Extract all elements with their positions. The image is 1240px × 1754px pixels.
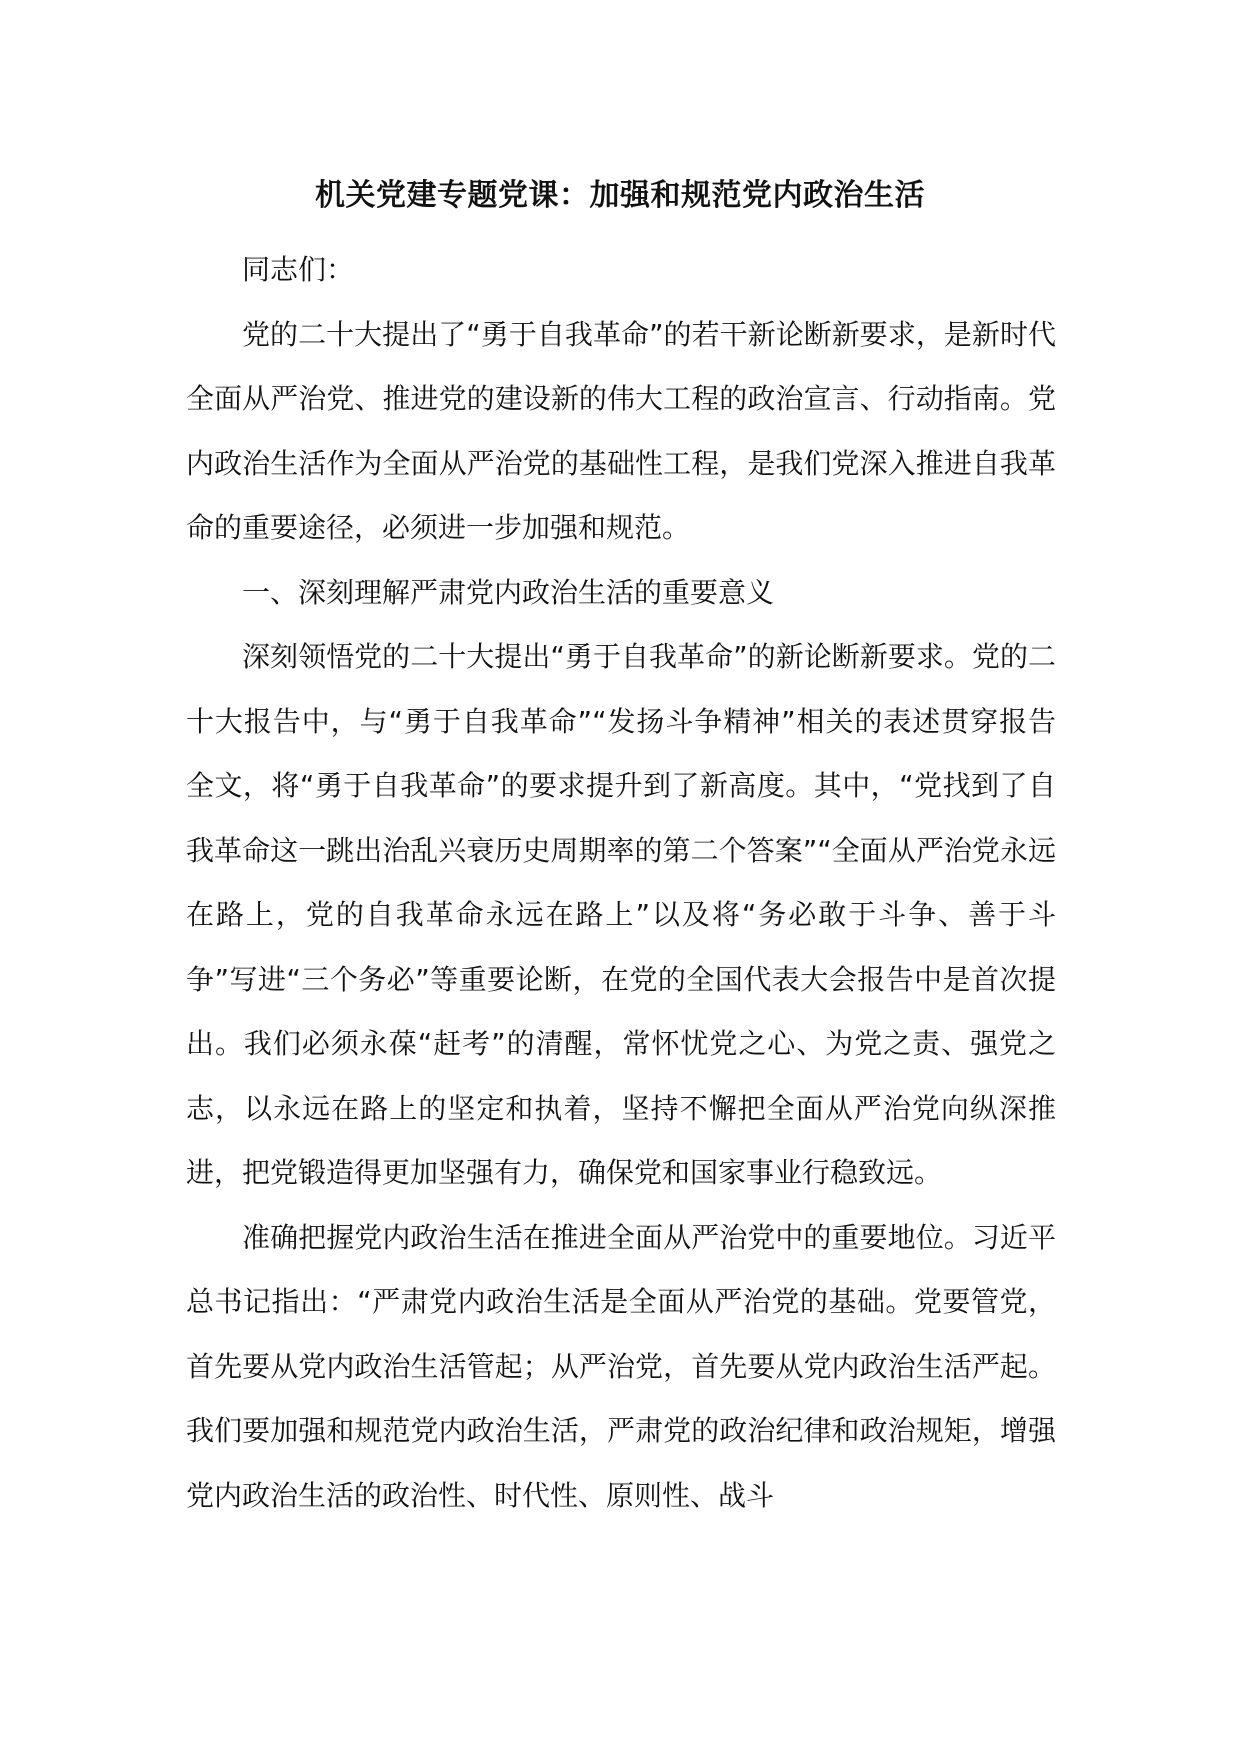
document-title: 机关党建专题党课：加强和规范党内政治生活 (315, 178, 925, 213)
paragraph-1-2: 准确把握党内政治生活在推进全面从严治党中的重要地位。习近平总书记指出：“严肃党内政治生活是全面从严治党的基础。党要管党，首先要从党内政治生活管起；从严治党，首先要从党内政治生活严起。我们要加强和规范党内政治生活，严肃党的政治纪律和政治规矩，增强党内政治生活的政治性、时代性、原则性、战斗 (186, 1220, 1056, 1512)
paragraph-intro: 党的二十大提出了“勇于自我革命”的若干新论断新要求，是新时代全面从严治党、推进党的建设新的伟大工程的政治宣言、行动指南。党内政治生活作为全面从严治党的基础性工程，是我们党深入推进自我革命的重要途径，必须进一步加强和规范。 (186, 317, 1056, 544)
document-body (186, 238, 1056, 1528)
section-heading-1: 一、深刻理解严肃党内政治生活的重要意义 (242, 575, 775, 609)
paragraph-1-1: 深刻领悟党的二十大提出“勇于自我革命”的新论断新要求。党的二十大报告中，与“勇于自我革命”“发扬斗争精神”相关的表述贯穿报告全文，将“勇于自我革命”的要求提升到了新高度。其中，“党找到了自我革命这一跳出治乱兴衰历史周期率的第二个答案”“全面从严治党永远在路上，党的自我革命永远在路上”以及将“务必敢于斗争、善于斗争”写进“三个务必”等重要论断，在党的全国代表大会报告中是首次提出。我们必须永葆“赶考”的清醒，常怀忧党之心、为党之责、强党之志，以永远在路上的坚定和执着，坚持不懈把全面从严治党向纵深推进，把党锻造得更加坚强有力，确保党和国家事业行稳致远。 (186, 640, 1056, 1189)
salutation: 同志们： (242, 253, 355, 286)
